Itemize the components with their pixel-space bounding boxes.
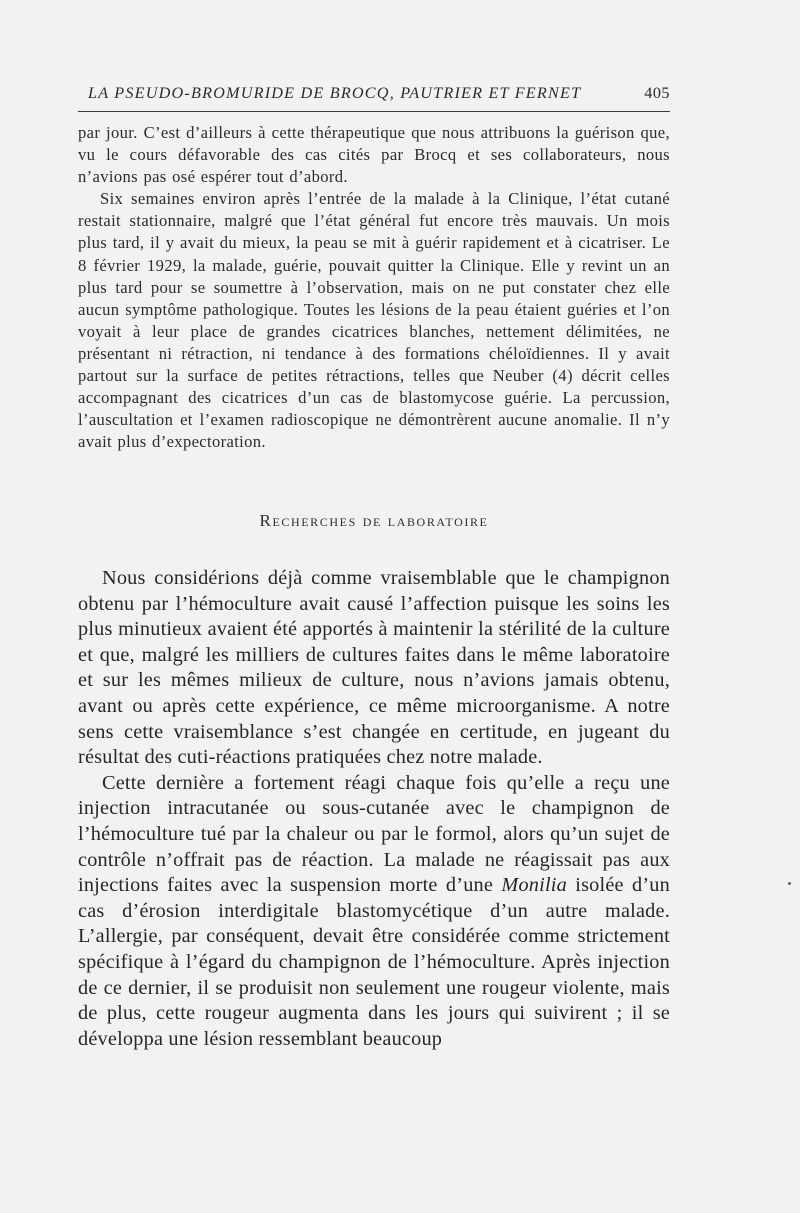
header-rule	[78, 111, 670, 112]
observation-text	[78, 122, 670, 453]
running-head	[88, 84, 670, 103]
section-body	[78, 566, 670, 1052]
paragraph-text: Cette dernière a fortement réagi chaque fois qu’elle a reçu une injection intracutanée ou sous-cutanée avec le champignon de l’hémoculture tué par la chaleur ou par le formol, alors qu’un sujet de contrôle n’offrait pas de réaction. La malade ne réagissait pas aux injections faites avec la suspension morte d’une	[78, 771, 670, 897]
paragraph-continued: par jour. C’est d’ailleurs à cette thérapeutique que nous attribuons la guérison que, vu le cours défavorable des cas cités par Brocq et ses collaborateurs, nous n’avions pas osé espérer tout d’abord.	[78, 123, 670, 187]
paragraph-text: isolée d’un cas d’érosion interdigitale blastomycétique d’un autre malade. L’allergie, par conséquent, devait être considérée comme strictement spécifique à l’égard du champignon de l’hémoculture. Après injection de ce dernier, il se produisit non seulement une rougeur violente, mais de plus, cette rougeur augmenta dans les jours qui suivirent ; il se développa une lésion ressemblant beaucoup	[78, 874, 670, 1050]
paragraph-laboratory-2	[78, 771, 670, 1053]
running-head-title: LA PSEUDO-BROMURIDE DE BROCQ, PAUTRIER ET FERNET	[88, 84, 582, 102]
margin-speck	[788, 882, 791, 885]
paragraph-follow-up: Six semaines environ après l’entrée de la malade à la Clinique, l’état cutané restait stationnaire, malgré que l’état général fut encore très mauvais. Un mois plus tard, il y avait du mieux, la peau se mit à guérir rapidement et à cicatriser. Le 8 février 1929, la malade, guérie, pouvait quitter la Clinique. Elle y revint un an plus tard pour se soumettre à l’observation, mais on ne put constater chez elle aucun symptôme pathologique. Toutes les lésions de la peau étaient guéries et l’on voyait à leur place de grandes cicatrices blanches, nettement délimitées, ne présentant ni rétraction, ni tendance à des formations chéloïdiennes. Il y avait partout sur la surface de petites rétractions, telles que Neuber (4) décrit celles accompagnant des cicatrices d’un cas de blastomycose guérie. La percussion, l’auscultation et l’examen radioscopique ne démontrèrent aucune anomalie. Il n’y avait plus d’expectoration.	[78, 189, 670, 452]
book-page	[78, 0, 670, 1213]
section-heading: Recherches de laboratoire	[259, 511, 489, 530]
paragraph-laboratory-1: Nous considérions déjà comme vraisemblable que le champignon obtenu par l’hémoculture avait causé l’affection puisque les soins les plus minutieux avaient été apportés à maintenir la stérilité de la culture et que, malgré les milliers de cultures faites dans le même laboratoire et sur les mêmes milieux de culture, nous n’avions jamais obtenu, avant ou après cette expérience, ce même microorganisme. A notre sens cette vraisemblance s’est changée en certitude, en jugeant du résultat des cuti-réactions pratiquées chez notre malade.	[78, 567, 670, 769]
italic-term: Monilia	[501, 874, 567, 897]
page-number: 405	[644, 84, 670, 102]
